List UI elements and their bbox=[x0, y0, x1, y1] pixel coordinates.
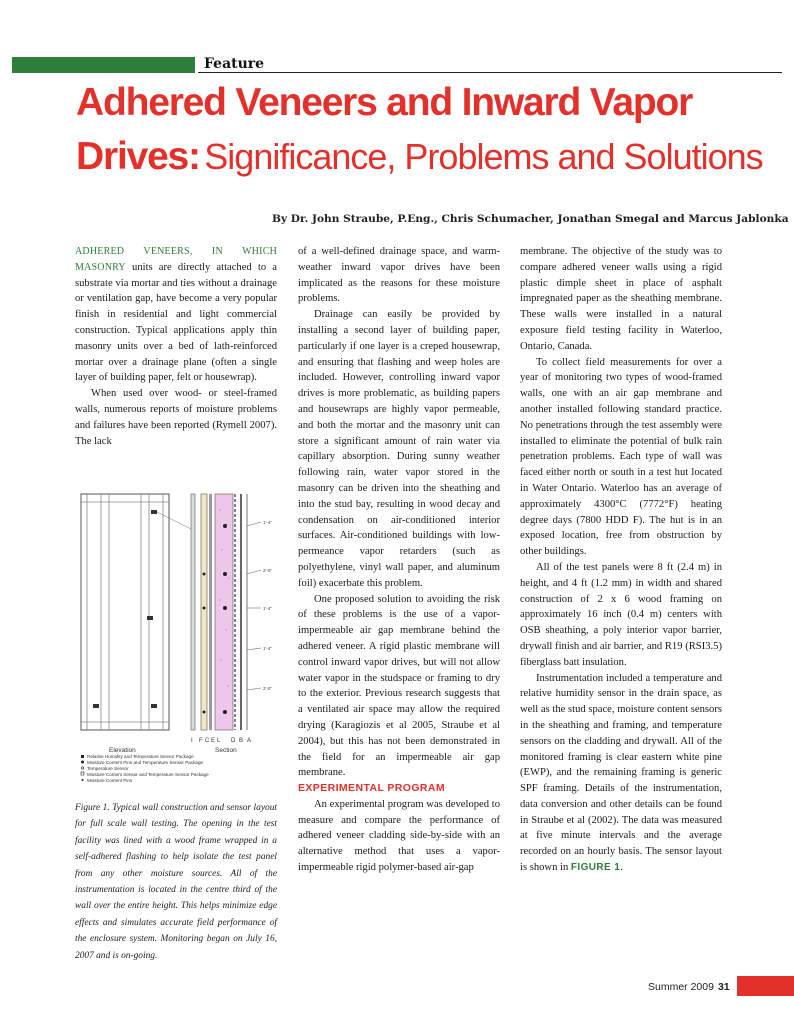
section-letter: F bbox=[199, 738, 203, 744]
issue-label: Summer 2009 bbox=[648, 981, 714, 993]
section-letter: L bbox=[217, 738, 221, 744]
article-title bbox=[76, 80, 776, 188]
paragraph-text: Instrumentation included a temperature and relative humidity sensor in the drain space, as well as the stud space, moisture content sensors in the sheathing and framing, and temperature sensors on the cladding and drywall. All of the monitored framing is clear eastern white pine (EWP), and the remaining framing is generic SPF framing. Details of the instrumentation, data conversion and other details can be found in Straube et al (2002). The data was measured at five minute intervals and the average recorded on an hourly basis. The sensor layout is shown in bbox=[520, 672, 722, 874]
figure-1-diagram bbox=[75, 490, 281, 790]
lead-in-caps: ADHERED VENEERS, IN WHICH MASONRY bbox=[75, 246, 277, 273]
header-rule bbox=[198, 72, 782, 73]
column-1 bbox=[75, 244, 277, 449]
paragraph: of a well-defined drainage space, and warm-weather inward vapor drives have been implicated as the reasons for these moisture problems. bbox=[298, 246, 500, 305]
paragraph: An experimental program was developed to measure and compare the performance of adhered veneer cladding side-by-side with an alternative method that uses a vapor-impermeable rigid polymer-based air-gap bbox=[298, 798, 500, 874]
column-3 bbox=[520, 244, 722, 876]
svg-text:2'-0": 2'-0" bbox=[263, 568, 272, 573]
svg-text:1'-4": 1'-4" bbox=[263, 606, 272, 611]
elevation-frame bbox=[81, 494, 169, 730]
svg-text:1'-4": 1'-4" bbox=[263, 520, 272, 525]
legend-item: Moisture Content Pins and Temperature Sensor Package bbox=[87, 760, 204, 765]
section-letters bbox=[191, 738, 251, 744]
section-letter: D bbox=[231, 738, 236, 744]
section-color-bar bbox=[12, 57, 195, 73]
legend-item: Relative Humidity and Temperature Sensor Package bbox=[87, 754, 194, 759]
legend-item: Temperature Sensor bbox=[87, 766, 129, 771]
footer-color-tab bbox=[737, 976, 794, 996]
section-letter: C bbox=[205, 738, 210, 744]
figure-reference: FIGURE 1 bbox=[570, 862, 621, 874]
paragraph: To collect field measurements for over a year of monitoring two types of wood-framed walls, one with an air gap membrane and another installed following standard practice. No penetrations through the test assembly were installed to eliminate the potential of bulk rain penetration problems. Each type of wall was faced either north or south in a test hut located in Water Ontario. Waterloo has an average of approximately 4300°C (7772°F) heating degree days (7800 HDD F). The hut is in an exposed location, free from obstruction by other buildings. bbox=[520, 356, 722, 558]
paragraph: All of the test panels were 8 ft (2.4 m) in height, and 4 ft (1.2 mm) in width and shared construction of 2 x 6 wood framing on approximately 16 inch (0.4 m) centers with OSB sheathing, a poly interior vapor barrier, drywall finish and air barrier, and R19 (RSI3.5) fiberglass batt insulation. bbox=[520, 561, 722, 668]
section-letter: B bbox=[239, 738, 244, 744]
section-letter: I bbox=[191, 738, 193, 744]
byline: By Dr. John Straube, P.Eng., Chris Schumacher, Jonathan Smegal and Marcus Jablonka bbox=[272, 213, 789, 225]
section-heading: EXPERIMENTAL PROGRAM bbox=[298, 782, 446, 795]
legend-item: Moisture Content Sensor and Temperature Sensor Package bbox=[87, 772, 209, 777]
svg-text:2'-0": 2'-0" bbox=[263, 686, 272, 691]
legend-item: Moisture Content Pins bbox=[87, 778, 133, 783]
paragraph bbox=[520, 671, 722, 876]
figure-legend bbox=[81, 754, 209, 783]
paragraph: When used over wood- or steel-framed walls, numerous reports of moisture problems and failures have been reported (Rymell 2007). The lack bbox=[75, 388, 277, 447]
paragraph-end: . bbox=[620, 862, 623, 874]
svg-text:1'-4": 1'-4" bbox=[263, 646, 272, 651]
column-2 bbox=[298, 244, 500, 876]
section-letter: E bbox=[211, 738, 216, 744]
title-light: Significance, Problems and Solutions bbox=[204, 136, 763, 177]
section-label: Section bbox=[215, 747, 237, 754]
elevation-label: Elevation bbox=[109, 747, 136, 754]
title-bold: Adhered Veneers and Inward Vapor Drives: bbox=[76, 81, 693, 178]
section-letter: A bbox=[247, 738, 252, 744]
paragraph-text: units are directly attached to a substrate via mortar and ties without a drainage or ventilation gap, have become a very popular finish in residential and light commercial construction. Typical applications apply thin masonry units over a bed of lath-reinforced mortar over a drainage plane (often a single layer of building paper, felt or housewrap). bbox=[75, 261, 277, 384]
paragraph: membrane. The objective of the study was to compare adhered veneer walls using a rigid plastic dimple sheet in place of asphalt impregnated paper as the sheathing membrane. These walls were installed in a natural exposure field testing facility in Waterloo, Ontario, Canada. bbox=[520, 246, 722, 352]
paragraph: Drainage can easily be provided by installing a second layer of building paper, particularly if one layer is a creped housewrap, and ensuring that flashing and weep holes are included. However, controlling inward vapor drives is more problematic, as building papers and housewraps are highly vapor permeable, and both the mortar and the masonry unit can store a significant amount of rain water via capillary absorption. During sunny weather following rain, water vapor stored in the masonry can be driven into the sheathing and into the stud bay, resulting in wood decay and condensation on air-conditioned interior surfaces. Air-conditioned buildings with low-permeance vapor retarders (such as polyethylene, vinyl wall paper, and aluminum foil) exacerbate this problem. bbox=[298, 309, 500, 589]
wall-section-diagram bbox=[75, 490, 281, 790]
insulation-layer bbox=[215, 494, 233, 730]
page-number: 31 bbox=[717, 981, 730, 993]
page-footer bbox=[648, 981, 730, 993]
paragraph: One proposed solution to avoiding the risk of these problems is the use of a vapor-impermeable air gap membrane behind the adhered veneer. A rigid plastic membrane will control inward vapor drives, but will not allow water vapor in the studspace or framing to dry to the exterior. Previous research suggests that a ventilated air space may allow the required drying (Karagiozis et al 2005, Straube et al 2004), but this has not been demonstrated in the field for an impermeable air gap membrane. bbox=[298, 593, 500, 779]
paragraph bbox=[75, 244, 277, 386]
section-label: Feature bbox=[204, 56, 265, 72]
figure-caption: Figure 1. Typical wall construction and sensor layout for full scale wall testing. The opening in the test facility was lined with a wood frame wrapped in a self-adhered flashing to help isolate the test panel from any other moisture sources. All of the instrumentation is located in the centre third of the wall over the entire height. This helps minimize edge effects and simulates accurate field performance of the enclosure system. Monitoring began on July 16, 2007 and is on-going. bbox=[75, 803, 277, 961]
